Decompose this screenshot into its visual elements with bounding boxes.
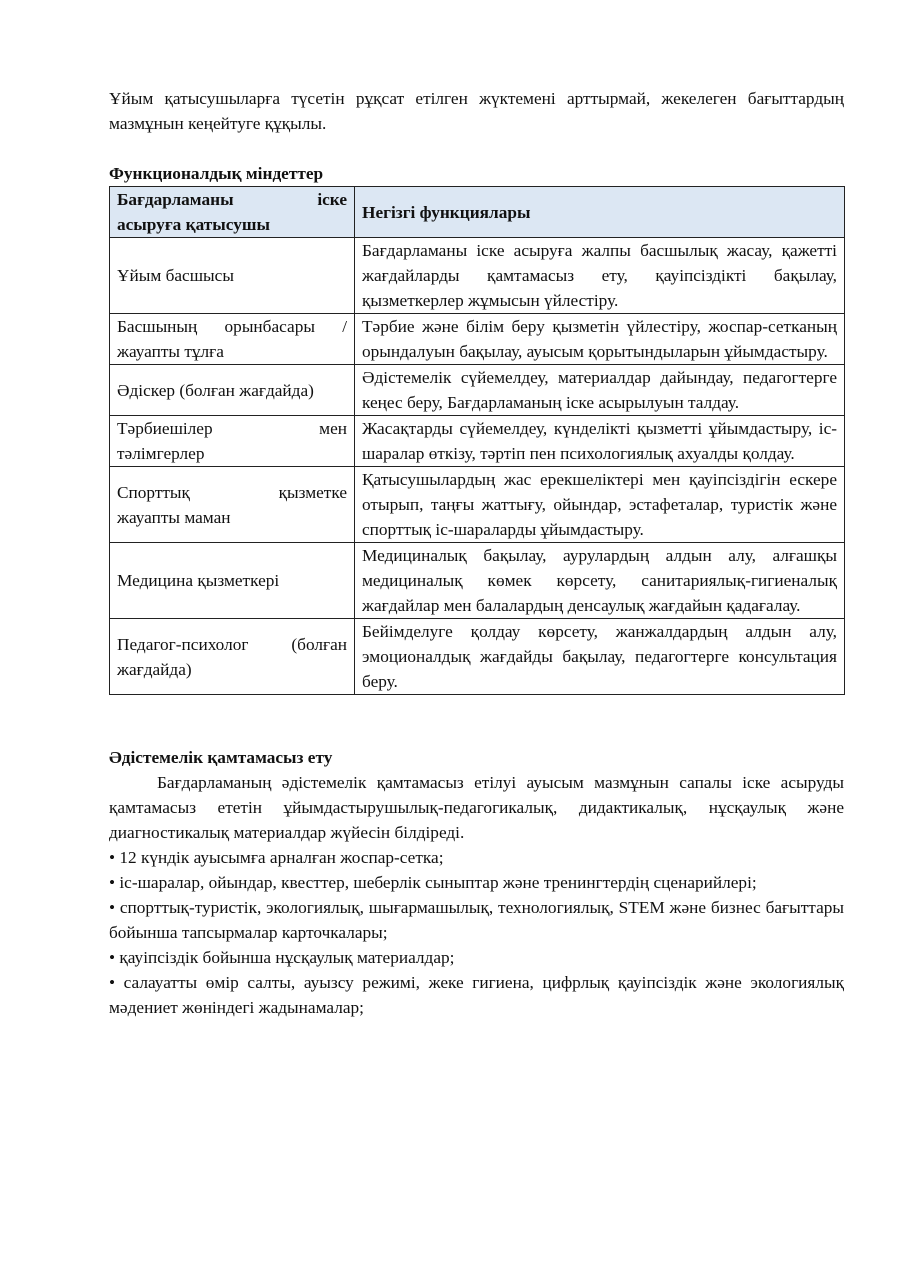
table-header-row (110, 187, 845, 238)
methodological-paragraph: Бағдарламаның әдістемелік қамтамасыз етілуі ауысым мазмұнын сапалы іске асыруды қамтамасыз ететін ұйымдастырушылық-педагогикалық, дидактикалық, нұсқаулық және диагностикалық материалдар жүйесін білдіреді. (109, 773, 844, 842)
list-item: • 12 күндік ауысымға арналған жоспар-сетка; (109, 848, 444, 867)
role-cell: Ұйым басшысы (110, 238, 355, 314)
role-cell-line1: Спорттық қызметке (117, 482, 347, 502)
role-cell: Басшының орынбасары / жауапты тұлға (110, 314, 355, 365)
list-item: • іс-шаралар, ойындар, квесттер, шеберлік сыныптар және тренингтердің сценарийлері; (109, 873, 757, 892)
function-cell: Әдістемелік сүйемелдеу, материалдар дайындау, педагогтерге кеңес беру, Бағдарламаның іске асырылуын талдау. (355, 365, 845, 416)
function-cell: Жасақтарды сүйемелдеу, күнделікті қызметті ұйымдастыру, іс-шаралар өткізу, тәртіп пен психологиялық ахуалды қолдау. (355, 416, 845, 467)
role-cell-line2: тәлімгерлер (117, 444, 205, 463)
role-cell (110, 416, 355, 467)
table-row (110, 365, 845, 416)
function-cell: Бағдарламаны іске асыруға жалпы басшылық жасау, қажетті жағдайларды қамтамасыз ету, қауіпсіздікті бақылау, қызметкерлер жұмысын үйлестіру. (355, 238, 845, 314)
function-cell: Тәрбие және білім беру қызметін үйлестіру, жоспар-сетканың орындалуын бақылау, ауысым қорытындыларын ұйымдастыру. (355, 314, 845, 365)
list-item: • салауатты өмір салты, ауызсу режимі, жеке гигиена, цифрлық қауіпсіздік және экологиялық мәдениет жөніндегі жадынамалар; (109, 973, 844, 1017)
header-participant (110, 187, 355, 238)
list-item: • қауіпсіздік бойынша нұсқаулық материалдар; (109, 948, 455, 967)
role-cell-line2: жауапты маман (117, 507, 231, 527)
header-participant-line1: Бағдарламаны іске (117, 190, 347, 209)
table-row (110, 543, 845, 619)
role-cell: Медицина қызметкері (110, 543, 355, 619)
header-participant-line2: асыруға қатысушы (117, 215, 270, 234)
function-cell: Медициналық бақылау, аурулардың алдын алу, алғашқы медициналық көмек көрсету, санитариялық-гигиеналық жағдайлар мен балалардың денсаулық жағдайын қадағалау. (355, 543, 845, 619)
functions-table (109, 186, 845, 695)
table-row (110, 416, 845, 467)
section-title-methodological-support: Әдістемелік қамтамасыз ету (109, 748, 333, 767)
function-cell: Бейімделуге қолдау көрсету, жанжалдардың алдын алу, эмоционалдық жағдайды бақылау, педагогтерге консультация беру. (355, 619, 845, 695)
role-cell: Педагог-психолог (болған жағдайда) (110, 619, 355, 695)
methodological-section (109, 745, 844, 1020)
table-row (110, 238, 845, 314)
role-cell: Әдіскер (болған жағдайда) (110, 365, 355, 416)
function-cell: Қатысушылардың жас ерекшеліктері мен қауіпсіздігін ескере отырып, таңғы жаттығу, ойындар, эстафеталар, туристік және спорттық іс-шараларды ұйымдастыру. (355, 467, 845, 543)
list-item: • спорттық-туристік, экологиялық, шығармашылық, технологиялық, STEM және бизнес бағыттары бойынша тапсырмалар карточкалары; (109, 898, 844, 942)
section-title-functional-duties: Функционалдық міндеттер (109, 164, 324, 183)
role-cell (110, 467, 355, 543)
header-functions: Негізгі функциялары (355, 187, 845, 238)
table-row (110, 314, 845, 365)
intro-paragraph: Ұйым қатысушыларға түсетін рұқсат етілген жүктемені арттырмай, жекелеген бағыттардың мазмұнын кеңейтуге құқылы. (109, 89, 844, 133)
table-row (110, 467, 845, 543)
role-cell-line1: Тәрбиешілер мен (117, 419, 347, 438)
table-row (110, 619, 845, 695)
document-page (109, 86, 844, 1020)
